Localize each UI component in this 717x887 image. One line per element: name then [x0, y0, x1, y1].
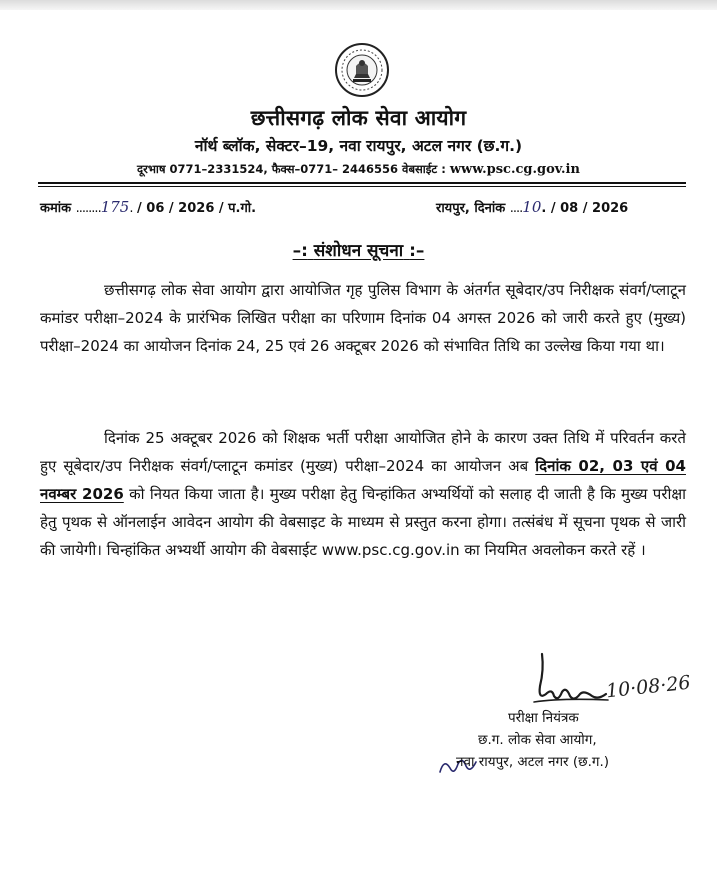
reference-number-suffix: / 06 / 2026 / प.गो.	[137, 201, 257, 216]
paragraph-2-end: को नियत किया जाता है। मुख्य परीक्षा हेतु चिन्हांकित अभ्यर्थियों को सलाह दी जाती है कि मुख्य परीक्षा हेतु पृथक से ऑनलाईन आवेदन आयोग की वेबसाइट के माध्यम से प्रस्तुत करना होगा। तत्संबंध में सूचना पृथक से जारी की जायेगी। चिन्हांकित अभ्यर्थी आयोग की वेबसाईट www.psc.cg.gov.in का नियमित अवलोकन करते रहें ।	[40, 485, 686, 559]
reference-date-suffix: . / 08 / 2026	[541, 201, 629, 216]
website-text: www.psc.cg.gov.in	[449, 162, 580, 177]
revised-exam-dates: दिनांक 02, 03 एवं 04 नवम्बर 2026	[40, 457, 686, 503]
header-rule-thin	[38, 186, 686, 187]
state-emblem-icon	[334, 42, 390, 98]
org-name: छत्तीसगढ़ लोक सेवा आयोग	[250, 106, 467, 130]
signatory-org: छ.ग. लोक सेवा आयोग,	[478, 732, 597, 748]
reference-number	[40, 198, 256, 216]
signatory-place: नवा रायपुर, अटल नगर (छ.ग.)	[456, 754, 610, 770]
date-dots: ....	[509, 201, 523, 216]
scan-top-edge	[0, 0, 717, 10]
body-paragraph-2	[40, 424, 686, 564]
signature-date-handwritten: 10·08·26	[605, 671, 692, 703]
notice-title-suffix: :–	[409, 241, 425, 261]
reference-number-handwritten: 175	[100, 198, 130, 216]
reference-dots-after: .	[129, 201, 133, 216]
notice-title-prefix: –:	[292, 241, 308, 261]
header-rule	[38, 182, 686, 184]
reference-date	[436, 198, 628, 216]
signatory-title: परीक्षा नियंत्रक	[508, 710, 579, 726]
notice-title	[0, 238, 717, 261]
contact-line	[0, 162, 717, 177]
org-address: नॉर्थ ब्लॉक, सेक्टर–19, नवा रायपुर, अटल नगर (छ.ग.)	[194, 137, 523, 155]
reference-date-label: रायपुर, दिनांक	[436, 201, 506, 216]
contact-details: दूरभाष 0771–2331524, फैक्स–0771– 2446556 वेबसाईट :	[137, 162, 446, 176]
body-paragraph-1: छत्तीसगढ़ लोक सेवा आयोग द्वारा आयोजित गृह पुलिस विभाग के अंतर्गत सूबेदार/उप निरीक्षक संवर्ग/प्लाटून कमांडर परीक्षा–2024 के प्रारंभिक लिखित परीक्षा का परिणाम दिनांक 04 अगस्त 2026 को जारी करते हुए (मुख्य) परीक्षा–2024 का आयोजन दिनांक 24, 25 एवं 26 अक्टूबर 2026 को संभावित तिथि का उल्लेख किया गया था।	[40, 281, 686, 355]
notice-title-text: संशोधन सूचना	[313, 241, 404, 261]
reference-dots: ........	[75, 201, 101, 216]
reference-date-handwritten: 10	[522, 198, 542, 216]
reference-number-label: कमांक	[40, 201, 72, 216]
paragraph-2-start: दिनांक 25 अक्टूबर 2026 को शिक्षक भर्ती परीक्षा आयोजित होने के कारण उक्त तिथि में परिवर्तन करते हुए सूबेदार/उप निरीक्षक संवर्ग/प्लाटून कमांडर (मुख्य) परीक्षा–2024 का आयोजन अब	[40, 429, 686, 475]
signature-icon	[522, 650, 612, 710]
